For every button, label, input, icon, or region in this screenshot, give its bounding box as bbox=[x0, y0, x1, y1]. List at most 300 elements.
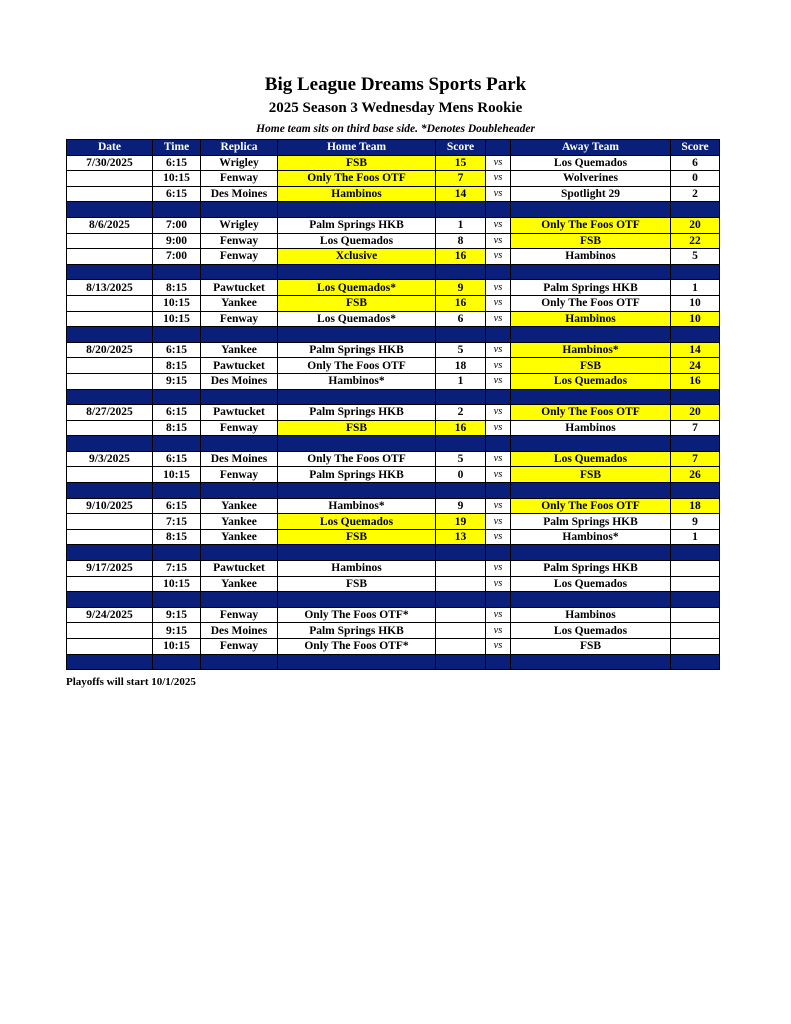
vs-cell: vs bbox=[486, 233, 511, 249]
separator-cell bbox=[436, 592, 486, 608]
date-cell bbox=[67, 358, 153, 374]
separator-cell bbox=[671, 592, 720, 608]
date-cell: 9/3/2025 bbox=[67, 451, 153, 467]
separator-cell bbox=[486, 202, 511, 218]
separator-cell bbox=[278, 202, 436, 218]
date-cell: 8/13/2025 bbox=[67, 280, 153, 296]
date-cell bbox=[67, 639, 153, 655]
vs-cell: vs bbox=[486, 342, 511, 358]
away-team-cell: FSB bbox=[511, 233, 671, 249]
time-cell: 9:15 bbox=[153, 623, 201, 639]
away-team-cell: Los Quemados bbox=[511, 451, 671, 467]
vs-cell: vs bbox=[486, 358, 511, 374]
vs-cell: vs bbox=[486, 639, 511, 655]
date-cell bbox=[67, 576, 153, 592]
away-score-cell: 7 bbox=[671, 451, 720, 467]
separator-cell bbox=[436, 202, 486, 218]
table-row bbox=[67, 358, 720, 374]
separator-cell bbox=[278, 436, 436, 452]
time-cell: 9:15 bbox=[153, 373, 201, 389]
home-team-cell: Hambinos bbox=[278, 186, 436, 202]
separator-cell bbox=[511, 483, 671, 499]
home-team-cell: Hambinos bbox=[278, 561, 436, 577]
away-score-cell bbox=[671, 639, 720, 655]
separator-cell bbox=[486, 592, 511, 608]
vs-cell: vs bbox=[486, 607, 511, 623]
replica-cell: Fenway bbox=[201, 420, 278, 436]
table-header-row bbox=[67, 140, 720, 156]
replica-cell: Des Moines bbox=[201, 373, 278, 389]
away-score-cell: 14 bbox=[671, 342, 720, 358]
replica-cell: Fenway bbox=[201, 467, 278, 483]
separator-cell bbox=[511, 592, 671, 608]
col-header-home-score: Score bbox=[436, 140, 486, 156]
home-score-cell: 16 bbox=[436, 295, 486, 311]
home-score-cell bbox=[436, 607, 486, 623]
separator-cell bbox=[278, 389, 436, 405]
playoffs-note: Playoffs will start 10/1/2025 bbox=[66, 676, 196, 688]
separator-cell bbox=[201, 264, 278, 280]
page-title: Big League Dreams Sports Park bbox=[264, 74, 527, 95]
home-score-cell: 1 bbox=[436, 217, 486, 233]
table-row bbox=[67, 576, 720, 592]
replica-cell: Fenway bbox=[201, 171, 278, 187]
date-cell: 9/17/2025 bbox=[67, 561, 153, 577]
vs-cell: vs bbox=[486, 186, 511, 202]
away-score-cell: 10 bbox=[671, 311, 720, 327]
home-team-cell: Los Quemados* bbox=[278, 311, 436, 327]
away-team-cell: Hambinos* bbox=[511, 342, 671, 358]
home-team-cell: FSB bbox=[278, 576, 436, 592]
replica-cell: Wrigley bbox=[201, 155, 278, 171]
home-score-cell: 7 bbox=[436, 171, 486, 187]
home-score-cell: 6 bbox=[436, 311, 486, 327]
time-cell: 6:15 bbox=[153, 155, 201, 171]
table-row bbox=[67, 561, 720, 577]
separator-cell bbox=[671, 327, 720, 343]
vs-cell: vs bbox=[486, 217, 511, 233]
replica-cell: Pawtucket bbox=[201, 280, 278, 296]
separator-cell bbox=[486, 545, 511, 561]
separator-cell bbox=[153, 264, 201, 280]
separator-cell bbox=[153, 545, 201, 561]
away-team-cell: Palm Springs HKB bbox=[511, 561, 671, 577]
away-team-cell: FSB bbox=[511, 639, 671, 655]
home-team-cell: Only The Foos OTF bbox=[278, 451, 436, 467]
separator-cell bbox=[278, 327, 436, 343]
table-row bbox=[67, 529, 720, 545]
doubleheader-note: Home team sits on third base side. *Denotes Doubleheader bbox=[256, 123, 535, 135]
replica-cell: Yankee bbox=[201, 498, 278, 514]
separator-cell bbox=[436, 545, 486, 561]
week-separator bbox=[67, 436, 720, 452]
home-score-cell bbox=[436, 561, 486, 577]
date-cell bbox=[67, 420, 153, 436]
away-team-cell: Los Quemados bbox=[511, 576, 671, 592]
time-cell: 7:15 bbox=[153, 514, 201, 530]
col-header-date: Date bbox=[67, 140, 153, 156]
separator-cell bbox=[511, 264, 671, 280]
schedule-body bbox=[67, 155, 720, 670]
table-row bbox=[67, 467, 720, 483]
separator-cell bbox=[153, 654, 201, 670]
separator-cell bbox=[201, 654, 278, 670]
home-team-cell: Only The Foos OTF bbox=[278, 171, 436, 187]
home-score-cell: 1 bbox=[436, 373, 486, 389]
away-team-cell: Palm Springs HKB bbox=[511, 514, 671, 530]
separator-cell bbox=[511, 202, 671, 218]
date-cell: 8/20/2025 bbox=[67, 342, 153, 358]
time-cell: 8:15 bbox=[153, 420, 201, 436]
separator-cell bbox=[671, 436, 720, 452]
table-row bbox=[67, 405, 720, 421]
week-separator bbox=[67, 389, 720, 405]
away-team-cell: Hambinos bbox=[511, 311, 671, 327]
replica-cell: Yankee bbox=[201, 514, 278, 530]
separator-cell bbox=[201, 436, 278, 452]
table-row bbox=[67, 451, 720, 467]
separator-cell bbox=[436, 327, 486, 343]
replica-cell: Pawtucket bbox=[201, 561, 278, 577]
separator-cell bbox=[436, 436, 486, 452]
away-score-cell: 0 bbox=[671, 171, 720, 187]
separator-cell bbox=[67, 545, 153, 561]
home-team-cell: Only The Foos OTF* bbox=[278, 639, 436, 655]
separator-cell bbox=[67, 436, 153, 452]
table-row bbox=[67, 373, 720, 389]
vs-cell: vs bbox=[486, 405, 511, 421]
away-team-cell: FSB bbox=[511, 358, 671, 374]
home-score-cell bbox=[436, 623, 486, 639]
time-cell: 10:15 bbox=[153, 171, 201, 187]
col-header-vs bbox=[486, 140, 511, 156]
replica-cell: Yankee bbox=[201, 295, 278, 311]
table-row bbox=[67, 498, 720, 514]
away-score-cell: 18 bbox=[671, 498, 720, 514]
date-cell bbox=[67, 311, 153, 327]
replica-cell: Des Moines bbox=[201, 451, 278, 467]
col-header-time: Time bbox=[153, 140, 201, 156]
date-cell bbox=[67, 295, 153, 311]
separator-cell bbox=[486, 264, 511, 280]
away-score-cell: 20 bbox=[671, 405, 720, 421]
week-separator bbox=[67, 202, 720, 218]
away-team-cell: Only The Foos OTF bbox=[511, 295, 671, 311]
replica-cell: Yankee bbox=[201, 576, 278, 592]
separator-cell bbox=[671, 389, 720, 405]
home-team-cell: Xclusive bbox=[278, 249, 436, 265]
away-score-cell: 16 bbox=[671, 373, 720, 389]
vs-cell: vs bbox=[486, 155, 511, 171]
home-score-cell: 16 bbox=[436, 249, 486, 265]
vs-cell: vs bbox=[486, 498, 511, 514]
home-score-cell bbox=[436, 639, 486, 655]
replica-cell: Yankee bbox=[201, 342, 278, 358]
home-score-cell: 9 bbox=[436, 280, 486, 296]
separator-cell bbox=[278, 264, 436, 280]
date-cell bbox=[67, 514, 153, 530]
table-row bbox=[67, 623, 720, 639]
col-header-replica: Replica bbox=[201, 140, 278, 156]
time-cell: 6:15 bbox=[153, 451, 201, 467]
away-score-cell: 24 bbox=[671, 358, 720, 374]
home-score-cell: 9 bbox=[436, 498, 486, 514]
vs-cell: vs bbox=[486, 420, 511, 436]
separator-cell bbox=[511, 545, 671, 561]
table-row bbox=[67, 514, 720, 530]
time-cell: 9:00 bbox=[153, 233, 201, 249]
home-score-cell: 13 bbox=[436, 529, 486, 545]
week-separator bbox=[67, 483, 720, 499]
home-team-cell: Los Quemados* bbox=[278, 280, 436, 296]
week-separator bbox=[67, 327, 720, 343]
separator-cell bbox=[671, 483, 720, 499]
away-score-cell: 2 bbox=[671, 186, 720, 202]
time-cell: 8:15 bbox=[153, 529, 201, 545]
away-score-cell bbox=[671, 561, 720, 577]
away-score-cell: 1 bbox=[671, 529, 720, 545]
time-cell: 10:15 bbox=[153, 576, 201, 592]
separator-cell bbox=[436, 654, 486, 670]
home-team-cell: FSB bbox=[278, 295, 436, 311]
separator-cell bbox=[153, 592, 201, 608]
separator-cell bbox=[278, 483, 436, 499]
separator-cell bbox=[671, 264, 720, 280]
separator-cell bbox=[486, 483, 511, 499]
home-team-cell: Hambinos* bbox=[278, 498, 436, 514]
home-team-cell: Only The Foos OTF bbox=[278, 358, 436, 374]
away-team-cell: Los Quemados bbox=[511, 623, 671, 639]
away-team-cell: Hambinos* bbox=[511, 529, 671, 545]
table-row bbox=[67, 639, 720, 655]
home-score-cell: 2 bbox=[436, 405, 486, 421]
separator-cell bbox=[671, 545, 720, 561]
date-cell bbox=[67, 623, 153, 639]
away-team-cell: Only The Foos OTF bbox=[511, 217, 671, 233]
away-team-cell: Wolverines bbox=[511, 171, 671, 187]
away-score-cell: 5 bbox=[671, 249, 720, 265]
time-cell: 6:15 bbox=[153, 342, 201, 358]
date-cell bbox=[67, 373, 153, 389]
replica-cell: Fenway bbox=[201, 311, 278, 327]
table-row bbox=[67, 186, 720, 202]
away-team-cell: Palm Springs HKB bbox=[511, 280, 671, 296]
vs-cell: vs bbox=[486, 171, 511, 187]
time-cell: 8:15 bbox=[153, 280, 201, 296]
separator-cell bbox=[486, 327, 511, 343]
home-score-cell: 14 bbox=[436, 186, 486, 202]
home-team-cell: Palm Springs HKB bbox=[278, 342, 436, 358]
home-score-cell: 15 bbox=[436, 155, 486, 171]
time-cell: 6:15 bbox=[153, 498, 201, 514]
home-score-cell: 5 bbox=[436, 342, 486, 358]
table-row bbox=[67, 420, 720, 436]
separator-cell bbox=[67, 327, 153, 343]
week-separator bbox=[67, 592, 720, 608]
home-score-cell: 0 bbox=[436, 467, 486, 483]
away-score-cell: 10 bbox=[671, 295, 720, 311]
vs-cell: vs bbox=[486, 373, 511, 389]
schedule-table bbox=[66, 139, 720, 670]
table-row bbox=[67, 280, 720, 296]
vs-cell: vs bbox=[486, 280, 511, 296]
date-cell: 8/27/2025 bbox=[67, 405, 153, 421]
replica-cell: Pawtucket bbox=[201, 405, 278, 421]
time-cell: 8:15 bbox=[153, 358, 201, 374]
page-subtitle: 2025 Season 3 Wednesday Mens Rookie bbox=[268, 100, 523, 116]
table-row bbox=[67, 607, 720, 623]
away-score-cell bbox=[671, 607, 720, 623]
week-separator bbox=[67, 545, 720, 561]
separator-cell bbox=[671, 654, 720, 670]
date-cell bbox=[67, 171, 153, 187]
date-cell bbox=[67, 249, 153, 265]
away-score-cell: 26 bbox=[671, 467, 720, 483]
home-team-cell: Palm Springs HKB bbox=[278, 405, 436, 421]
home-team-cell: Los Quemados bbox=[278, 514, 436, 530]
separator-cell bbox=[671, 202, 720, 218]
replica-cell: Fenway bbox=[201, 639, 278, 655]
home-team-cell: Hambinos* bbox=[278, 373, 436, 389]
separator-cell bbox=[67, 483, 153, 499]
separator-cell bbox=[278, 545, 436, 561]
separator-cell bbox=[486, 389, 511, 405]
home-team-cell: Palm Springs HKB bbox=[278, 467, 436, 483]
separator-cell bbox=[201, 389, 278, 405]
table-row bbox=[67, 295, 720, 311]
vs-cell: vs bbox=[486, 451, 511, 467]
week-separator bbox=[67, 264, 720, 280]
away-score-cell: 9 bbox=[671, 514, 720, 530]
date-cell bbox=[67, 529, 153, 545]
away-team-cell: Hambinos bbox=[511, 607, 671, 623]
replica-cell: Des Moines bbox=[201, 186, 278, 202]
away-score-cell: 7 bbox=[671, 420, 720, 436]
vs-cell: vs bbox=[486, 311, 511, 327]
date-cell bbox=[67, 186, 153, 202]
away-team-cell: Only The Foos OTF bbox=[511, 405, 671, 421]
away-team-cell: Los Quemados bbox=[511, 155, 671, 171]
separator-cell bbox=[153, 483, 201, 499]
separator-cell bbox=[67, 264, 153, 280]
time-cell: 10:15 bbox=[153, 639, 201, 655]
home-team-cell: FSB bbox=[278, 420, 436, 436]
vs-cell: vs bbox=[486, 623, 511, 639]
home-team-cell: Los Quemados bbox=[278, 233, 436, 249]
away-score-cell: 6 bbox=[671, 155, 720, 171]
vs-cell: vs bbox=[486, 576, 511, 592]
home-score-cell: 18 bbox=[436, 358, 486, 374]
home-score-cell: 5 bbox=[436, 451, 486, 467]
date-cell: 9/24/2025 bbox=[67, 607, 153, 623]
home-score-cell bbox=[436, 576, 486, 592]
time-cell: 7:15 bbox=[153, 561, 201, 577]
vs-cell: vs bbox=[486, 561, 511, 577]
col-header-home-team: Home Team bbox=[278, 140, 436, 156]
col-header-away-team: Away Team bbox=[511, 140, 671, 156]
separator-cell bbox=[201, 545, 278, 561]
vs-cell: vs bbox=[486, 295, 511, 311]
date-cell: 7/30/2025 bbox=[67, 155, 153, 171]
vs-cell: vs bbox=[486, 467, 511, 483]
time-cell: 10:15 bbox=[153, 311, 201, 327]
replica-cell: Fenway bbox=[201, 249, 278, 265]
separator-cell bbox=[278, 654, 436, 670]
separator-cell bbox=[67, 389, 153, 405]
home-team-cell: Palm Springs HKB bbox=[278, 623, 436, 639]
time-cell: 9:15 bbox=[153, 607, 201, 623]
time-cell: 10:15 bbox=[153, 295, 201, 311]
table-row bbox=[67, 342, 720, 358]
separator-cell bbox=[67, 202, 153, 218]
separator-cell bbox=[153, 389, 201, 405]
vs-cell: vs bbox=[486, 529, 511, 545]
separator-cell bbox=[67, 592, 153, 608]
table-row bbox=[67, 155, 720, 171]
home-score-cell: 8 bbox=[436, 233, 486, 249]
separator-cell bbox=[67, 654, 153, 670]
col-header-away-score: Score bbox=[671, 140, 720, 156]
away-team-cell: Los Quemados bbox=[511, 373, 671, 389]
separator-cell bbox=[511, 389, 671, 405]
replica-cell: Wrigley bbox=[201, 217, 278, 233]
separator-cell bbox=[153, 436, 201, 452]
time-cell: 6:15 bbox=[153, 186, 201, 202]
separator-cell bbox=[201, 592, 278, 608]
separator-cell bbox=[201, 327, 278, 343]
away-team-cell: FSB bbox=[511, 467, 671, 483]
separator-cell bbox=[436, 264, 486, 280]
separator-cell bbox=[201, 483, 278, 499]
date-cell bbox=[67, 467, 153, 483]
table-row bbox=[67, 249, 720, 265]
away-score-cell bbox=[671, 576, 720, 592]
home-team-cell: FSB bbox=[278, 155, 436, 171]
replica-cell: Pawtucket bbox=[201, 358, 278, 374]
separator-cell bbox=[278, 592, 436, 608]
table-row bbox=[67, 217, 720, 233]
date-cell bbox=[67, 233, 153, 249]
separator-cell bbox=[486, 436, 511, 452]
week-separator bbox=[67, 654, 720, 670]
away-team-cell: Hambinos bbox=[511, 249, 671, 265]
replica-cell: Fenway bbox=[201, 233, 278, 249]
date-cell: 8/6/2025 bbox=[67, 217, 153, 233]
time-cell: 7:00 bbox=[153, 249, 201, 265]
time-cell: 10:15 bbox=[153, 467, 201, 483]
separator-cell bbox=[486, 654, 511, 670]
separator-cell bbox=[511, 436, 671, 452]
table-row bbox=[67, 233, 720, 249]
time-cell: 7:00 bbox=[153, 217, 201, 233]
away-team-cell: Spotlight 29 bbox=[511, 186, 671, 202]
separator-cell bbox=[436, 389, 486, 405]
away-score-cell: 20 bbox=[671, 217, 720, 233]
home-team-cell: Palm Springs HKB bbox=[278, 217, 436, 233]
away-team-cell: Hambinos bbox=[511, 420, 671, 436]
separator-cell bbox=[511, 327, 671, 343]
separator-cell bbox=[511, 654, 671, 670]
home-score-cell: 16 bbox=[436, 420, 486, 436]
separator-cell bbox=[201, 202, 278, 218]
table-row bbox=[67, 171, 720, 187]
away-score-cell bbox=[671, 623, 720, 639]
separator-cell bbox=[153, 202, 201, 218]
separator-cell bbox=[436, 483, 486, 499]
away-score-cell: 1 bbox=[671, 280, 720, 296]
away-team-cell: Only The Foos OTF bbox=[511, 498, 671, 514]
separator-cell bbox=[153, 327, 201, 343]
